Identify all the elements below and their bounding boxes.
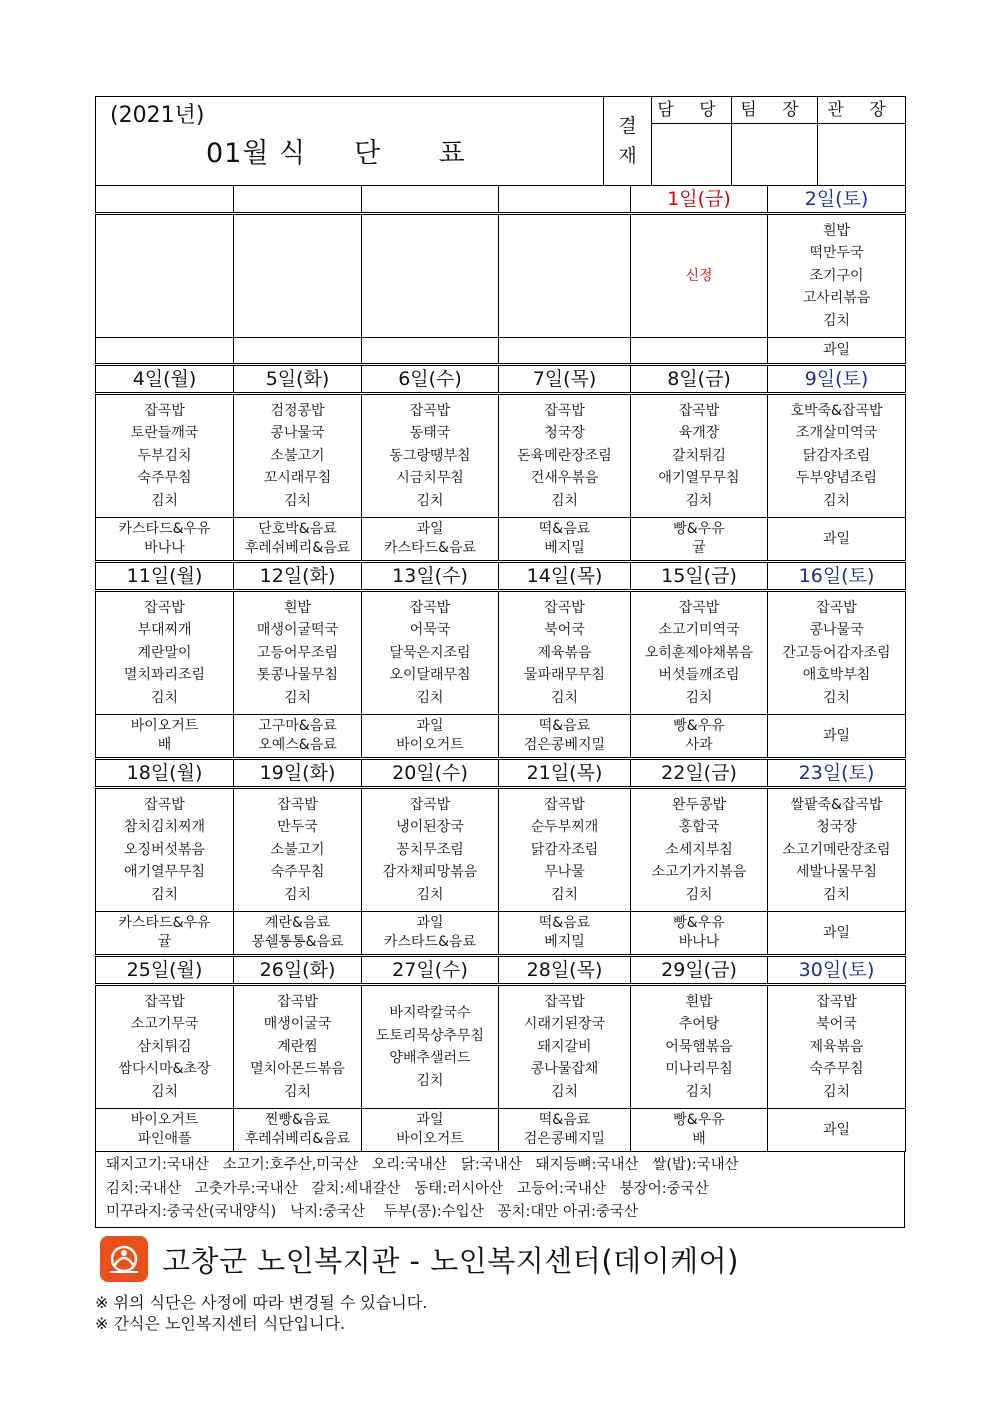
snack-item: 바나나 xyxy=(678,934,720,950)
day-label: 12일(화) xyxy=(234,562,362,591)
menu-item: 멸치꽈리조림 xyxy=(123,667,206,684)
snack-item: 빵&우유 xyxy=(673,915,725,931)
menu-item: 애호박부침 xyxy=(802,667,871,684)
menu-item: 잡곡밥 xyxy=(816,599,857,616)
menu-item: 잡곡밥 xyxy=(409,599,451,616)
meal-cell xyxy=(362,591,499,715)
snack-item: 바이오거트 xyxy=(396,737,464,753)
meal-cell xyxy=(234,214,362,338)
menu-item: 콩나물잡채 xyxy=(530,1061,599,1078)
sign-box-team-lead[interactable] xyxy=(732,124,818,186)
meal-cell xyxy=(362,214,499,338)
meal-cell xyxy=(768,214,906,338)
menu-item: 부대찌개 xyxy=(137,622,192,639)
menu-item: 소고기메란장조림 xyxy=(782,841,891,858)
menu-item: 김치 xyxy=(685,689,713,706)
snack-item: 과일 xyxy=(416,915,444,931)
menu-item: 갈치튀김 xyxy=(671,447,727,464)
note-line: ※ 간식은 노인복지센터 식단입니다. xyxy=(95,1314,346,1333)
menu-item: 참치김치찌개 xyxy=(123,819,206,836)
menu-item: 잡곡밥 xyxy=(144,402,185,419)
snack-cell xyxy=(768,338,906,365)
snack-cell xyxy=(499,518,631,562)
sign-header-manager: 담 당 xyxy=(652,97,732,124)
menu-item: 달묵은지조림 xyxy=(389,644,471,661)
menu-item: 김치 xyxy=(416,1072,444,1089)
menu-item: 잡곡밥 xyxy=(544,599,585,616)
day-label: 9일(토) xyxy=(768,365,906,394)
snack-cell xyxy=(631,518,768,562)
snack-item: 바나나 xyxy=(144,540,185,556)
day-label xyxy=(96,186,234,214)
menu-item: 동태국 xyxy=(409,425,451,442)
meal-cell xyxy=(234,788,362,912)
snack-cell xyxy=(768,715,906,759)
meal-cell xyxy=(499,985,631,1109)
day-label xyxy=(499,186,631,214)
day-label: 29일(금) xyxy=(631,956,768,985)
meal-cell xyxy=(631,788,768,912)
menu-item: 고사리볶음 xyxy=(802,290,871,307)
snack-item: 과일 xyxy=(822,1121,851,1138)
meal-cell xyxy=(96,214,234,338)
origin-line: 미꾸라지:중국산(국내양식) 낙지:중국산 두부(콩):수입산 꽁치:대만 아귀:중국산 xyxy=(106,1204,638,1220)
snack-item: 떡&음료 xyxy=(538,521,591,537)
origin-table xyxy=(95,1151,905,1228)
snack-row xyxy=(96,518,906,562)
day-row xyxy=(96,186,906,214)
menu-item: 김치 xyxy=(822,492,851,509)
day-label: 22일(금) xyxy=(631,759,768,788)
snack-item: 검은콩베지밀 xyxy=(523,737,606,753)
snack-item: 파인애플 xyxy=(137,1131,192,1147)
snack-item: 바이오거트 xyxy=(130,1112,199,1128)
snack-item: 과일 xyxy=(416,521,444,537)
snack-item: 몽쉘통통&음료 xyxy=(251,934,344,950)
snack-row xyxy=(96,912,906,956)
meal-row xyxy=(96,985,906,1109)
meal-row xyxy=(96,591,906,715)
menu-item: 계란말이 xyxy=(137,644,192,661)
notes xyxy=(95,1292,427,1334)
menu-item: 콩나물국 xyxy=(270,425,325,442)
snack-item: 빵&우유 xyxy=(673,718,725,734)
snack-item: 과일 xyxy=(822,727,851,744)
menu-item: 김치 xyxy=(685,492,713,509)
menu-item: 소불고기 xyxy=(270,841,325,858)
menu-item: 간고등어감자조림 xyxy=(782,644,891,661)
snack-cell xyxy=(96,715,234,759)
day-label: 8일(금) xyxy=(631,365,768,394)
menu-item: 시금치무침 xyxy=(396,470,464,487)
menu-item: 세발나물무침 xyxy=(795,864,878,881)
snack-item: 후레쉬베리&음료 xyxy=(244,540,351,556)
menu-item: 김치 xyxy=(822,689,851,706)
sign-box-director[interactable] xyxy=(818,124,906,186)
day-label: 16일(토) xyxy=(768,562,906,591)
meal-cell xyxy=(96,788,234,912)
day-label: 5일(화) xyxy=(234,365,362,394)
menu-item: 콩나물국 xyxy=(809,622,864,639)
welfare-logo-icon xyxy=(100,1236,148,1282)
menu-item: 어묵국 xyxy=(409,622,451,639)
menu-item: 잡곡밥 xyxy=(144,993,185,1010)
menu-item: 잡곡밥 xyxy=(144,599,185,616)
day-label: 15일(금) xyxy=(631,562,768,591)
menu-item: 고등어무조림 xyxy=(256,644,339,661)
snack-item: 베지밀 xyxy=(544,934,585,950)
menu-item: 건새우볶음 xyxy=(530,470,599,487)
day-label xyxy=(234,186,362,214)
day-label: 27일(수) xyxy=(362,956,499,985)
menu-item: 육개장 xyxy=(678,425,720,442)
snack-cell xyxy=(631,338,768,365)
meal-cell xyxy=(768,985,906,1109)
menu-item: 잡곡밥 xyxy=(544,796,585,813)
snack-item: 베지밀 xyxy=(544,540,585,556)
meal-cell xyxy=(362,394,499,518)
snack-cell xyxy=(234,912,362,956)
snack-item: 바이오거트 xyxy=(396,1131,464,1147)
meal-cell xyxy=(768,788,906,912)
snack-item: 과일 xyxy=(822,342,851,358)
meal-cell xyxy=(631,394,768,518)
snack-cell xyxy=(96,518,234,562)
snack-item: 카스타드&음료 xyxy=(383,540,477,556)
meal-cell xyxy=(499,394,631,518)
menu-item: 바지락칼국수 xyxy=(389,1005,471,1021)
menu-item: 잡곡밥 xyxy=(544,402,585,419)
snack-cell xyxy=(768,1109,906,1152)
snack-cell xyxy=(96,338,234,365)
menu-item: 김치 xyxy=(150,492,179,509)
day-label: 2일(토) xyxy=(768,186,906,214)
snack-cell xyxy=(96,1109,234,1152)
snack-cell xyxy=(499,1109,631,1152)
snack-item: 과일 xyxy=(416,1112,444,1128)
snack-item: 빵&우유 xyxy=(673,1112,725,1128)
day-label: 1일(금) xyxy=(631,186,768,214)
origin-line: 돼지고기:국내산 소고기:호주산,미국산 오리:국내산 닭:국내산 돼지등뼈:국내산 쌀(밥):국내산 xyxy=(106,1157,739,1173)
menu-item: 쌈다시마&초장 xyxy=(118,1061,211,1078)
day-label: 21일(목) xyxy=(499,759,631,788)
menu-item: 톳콩나물무침 xyxy=(256,667,339,684)
menu-item: 도토리묵상추무침 xyxy=(375,1027,485,1044)
menu-item: 흰밥 xyxy=(283,599,312,616)
snack-item: 오예스&음료 xyxy=(258,737,337,753)
menu-item: 계란찜 xyxy=(277,1038,318,1055)
day-label: 14일(목) xyxy=(499,562,631,591)
menu-item: 조기구이 xyxy=(809,267,864,284)
menu-item: 두부양념조림 xyxy=(795,470,878,487)
menu-item: 양배추샐러드 xyxy=(389,1050,471,1066)
menu-item: 잡곡밥 xyxy=(678,599,720,616)
menu-item: 김치 xyxy=(685,886,713,903)
day-row xyxy=(96,365,906,394)
snack-cell xyxy=(631,912,768,956)
menu-item: 만두국 xyxy=(277,819,318,836)
day-label: 11일(월) xyxy=(96,562,234,591)
menu-item: 두부김치 xyxy=(137,447,192,464)
menu-item: 소고기가지볶음 xyxy=(651,864,747,881)
snack-cell xyxy=(234,518,362,562)
snack-cell xyxy=(362,1109,499,1152)
menu-item: 김치 xyxy=(822,312,851,329)
menu-item: 동그랑땡부침 xyxy=(389,447,471,464)
menu-item: 미나리무침 xyxy=(665,1061,733,1078)
snack-item: 빵&우유 xyxy=(673,521,725,537)
menu-item: 김치 xyxy=(283,1083,312,1100)
menu-item: 감자채피망볶음 xyxy=(382,864,478,881)
menu-item: 돼지갈비 xyxy=(537,1038,592,1055)
menu-item: 북어국 xyxy=(816,1016,857,1033)
menu-item: 제육볶음 xyxy=(809,1038,864,1055)
header-table xyxy=(95,96,906,186)
snack-item: 카스타드&우유 xyxy=(118,915,211,931)
menu-item: 검정콩밥 xyxy=(270,402,325,419)
menu-item: 김치 xyxy=(150,1083,179,1100)
menu-item: 멸치아몬드볶음 xyxy=(250,1061,345,1078)
snack-item: 고구마&음료 xyxy=(258,718,337,734)
menu-item: 냉이된장국 xyxy=(396,819,464,836)
page-title: 01월 식 단 표 xyxy=(206,138,466,169)
day-label: 25일(월) xyxy=(96,956,234,985)
sign-box-manager[interactable] xyxy=(652,124,732,186)
snack-item: 배 xyxy=(157,737,172,753)
menu-item: 삼치튀김 xyxy=(137,1038,192,1055)
title-cell xyxy=(96,97,604,186)
menu-item: 오징버섯볶음 xyxy=(123,841,206,858)
menu-item: 김치 xyxy=(550,689,579,706)
menu-item: 잡곡밥 xyxy=(409,796,451,813)
snack-cell xyxy=(768,518,906,562)
snack-cell xyxy=(768,912,906,956)
origin-line: 김치:국내산 고춧가루:국내산 갈치:세내갈산 동태:러시아산 고등어:국내산 붕장어:중국산 xyxy=(106,1180,709,1197)
menu-item: 조개살미역국 xyxy=(795,425,878,442)
menu-item: 꽁치무조림 xyxy=(396,841,464,858)
menu-item: 소불고기 xyxy=(270,447,325,464)
snack-item: 떡&음료 xyxy=(538,915,591,931)
snack-item: 배 xyxy=(692,1131,706,1147)
menu-item: 김치 xyxy=(150,689,179,706)
snack-item: 떡&음료 xyxy=(538,1112,591,1128)
menu-item: 쌀팥죽&잡곡밥 xyxy=(790,796,883,813)
meal-row xyxy=(96,788,906,912)
note-line: ※ 위의 식단은 사정에 따라 변경될 수 있습니다. xyxy=(95,1293,428,1312)
menu-item: 추어탕 xyxy=(678,1016,720,1033)
menu-item: 숙주무침 xyxy=(809,1061,864,1078)
menu-item: 신정 xyxy=(685,267,713,284)
snack-cell xyxy=(499,338,631,365)
meal-cell xyxy=(499,591,631,715)
menu-item: 김치 xyxy=(550,492,579,509)
meal-cell xyxy=(234,985,362,1109)
menu-item: 잡곡밥 xyxy=(144,796,185,813)
day-label: 23일(토) xyxy=(768,759,906,788)
menu-item: 김치 xyxy=(550,1083,579,1100)
day-row xyxy=(96,956,906,985)
day-label: 26일(화) xyxy=(234,956,362,985)
snack-cell xyxy=(234,715,362,759)
snack-cell xyxy=(362,338,499,365)
menu-item: 오히훈제야채볶음 xyxy=(644,644,754,661)
menu-item: 청국장 xyxy=(544,425,585,442)
snack-item: 과일 xyxy=(416,718,444,734)
menu-item: 김치 xyxy=(150,886,179,903)
meal-cell xyxy=(96,985,234,1109)
meal-cell xyxy=(499,214,631,338)
menu-item: 꼬시래무침 xyxy=(263,470,332,487)
snack-item: 계란&음료 xyxy=(264,915,330,931)
menu-item: 김치 xyxy=(416,492,444,509)
menu-item: 어묵햄볶음 xyxy=(665,1038,733,1055)
meal-cell xyxy=(499,788,631,912)
snack-cell xyxy=(631,715,768,759)
day-label: 30일(토) xyxy=(768,956,906,985)
day-label: 18일(월) xyxy=(96,759,234,788)
snack-item: 귤 xyxy=(692,540,706,556)
menu-item: 잡곡밥 xyxy=(678,402,720,419)
day-label: 13일(수) xyxy=(362,562,499,591)
menu-item: 김치 xyxy=(416,886,444,903)
menu-item: 순두부찌개 xyxy=(530,819,599,836)
meal-cell xyxy=(768,394,906,518)
day-row xyxy=(96,562,906,591)
menu-item: 북어국 xyxy=(544,622,585,639)
snack-row xyxy=(96,1109,906,1152)
menu-item: 홍합국 xyxy=(678,819,720,836)
menu-item: 제육볶음 xyxy=(537,644,592,661)
snack-cell xyxy=(362,912,499,956)
menu-item: 숙주무침 xyxy=(270,864,325,881)
menu-item: 청국장 xyxy=(816,819,857,836)
menu-item: 시래기된장국 xyxy=(523,1016,606,1033)
snack-item: 과일 xyxy=(822,924,851,941)
snack-row xyxy=(96,338,906,365)
meal-cell xyxy=(362,788,499,912)
menu-item: 매생이굴떡국 xyxy=(256,622,339,639)
meal-row xyxy=(96,214,906,338)
menu-item: 숙주무침 xyxy=(137,470,192,487)
menu-item: 돈육메란장조림 xyxy=(517,447,612,464)
menu-item: 무나물 xyxy=(544,864,585,881)
origin-info xyxy=(96,1152,905,1228)
day-label: 28일(목) xyxy=(499,956,631,985)
meal-cell xyxy=(96,394,234,518)
year-label: (2021년) xyxy=(110,103,205,128)
menu-sheet xyxy=(95,96,905,1228)
menu-item: 떡만두국 xyxy=(809,245,864,262)
menu-item: 닭감자조림 xyxy=(802,447,871,464)
day-row xyxy=(96,759,906,788)
menu-item: 닭감자조림 xyxy=(530,841,599,858)
menu-item: 애기열무무침 xyxy=(658,470,740,487)
menu-item: 오이달래무침 xyxy=(389,667,471,684)
meal-cell xyxy=(631,591,768,715)
snack-cell xyxy=(362,518,499,562)
snack-cell xyxy=(362,715,499,759)
menu-item: 호박죽&잡곡밥 xyxy=(790,402,883,419)
snack-cell xyxy=(234,1109,362,1152)
snack-row xyxy=(96,715,906,759)
meal-cell xyxy=(768,591,906,715)
menu-item: 소고기무국 xyxy=(130,1016,199,1033)
meal-cell xyxy=(631,214,768,338)
snack-item: 검은콩베지밀 xyxy=(523,1131,606,1147)
menu-item: 잡곡밥 xyxy=(277,796,318,813)
menu-item: 완두콩밥 xyxy=(671,796,727,813)
sign-header-director: 관 장 xyxy=(818,97,906,124)
snack-item: 떡&음료 xyxy=(538,718,591,734)
day-label: 6일(수) xyxy=(362,365,499,394)
menu-item: 김치 xyxy=(822,1083,851,1100)
day-label: 7일(목) xyxy=(499,365,631,394)
snack-cell xyxy=(234,338,362,365)
menu-item: 소고기미역국 xyxy=(658,622,740,639)
snack-item: 바이오거트 xyxy=(130,718,199,734)
meal-cell xyxy=(362,985,499,1109)
menu-item: 김치 xyxy=(416,689,444,706)
meal-cell xyxy=(96,591,234,715)
menu-grid xyxy=(95,185,906,1152)
day-label: 4일(월) xyxy=(96,365,234,394)
snack-item: 후레쉬베리&음료 xyxy=(244,1131,351,1147)
menu-item: 잡곡밥 xyxy=(277,993,318,1010)
menu-item: 김치 xyxy=(283,492,312,509)
menu-item: 버섯들깨조림 xyxy=(658,667,740,684)
snack-cell xyxy=(499,715,631,759)
snack-cell xyxy=(96,912,234,956)
day-label xyxy=(362,186,499,214)
menu-item: 잡곡밥 xyxy=(409,402,451,419)
meal-cell xyxy=(234,591,362,715)
snack-item: 카스타드&음료 xyxy=(383,934,477,950)
day-label: 20일(수) xyxy=(362,759,499,788)
menu-item: 소세지부침 xyxy=(665,841,733,858)
menu-item: 김치 xyxy=(550,886,579,903)
menu-item: 물파래무무침 xyxy=(523,667,606,684)
menu-item: 김치 xyxy=(283,689,312,706)
menu-item: 매생이굴국 xyxy=(263,1016,332,1033)
brand-name: 고창군 노인복지관 - 노인복지센터(데이케어) xyxy=(162,1243,739,1278)
menu-item: 흰밥 xyxy=(685,993,713,1010)
sign-header-team-lead: 팀 장 xyxy=(732,97,818,124)
snack-cell xyxy=(499,912,631,956)
brand xyxy=(100,1236,739,1282)
menu-item: 김치 xyxy=(822,886,851,903)
snack-item: 과일 xyxy=(822,530,851,547)
menu-item: 토란들깨국 xyxy=(130,425,199,442)
snack-item: 카스타드&우유 xyxy=(118,521,211,537)
snack-cell xyxy=(631,1109,768,1152)
menu-item: 김치 xyxy=(283,886,312,903)
menu-item: 김치 xyxy=(685,1083,713,1100)
meal-cell xyxy=(234,394,362,518)
approval-label: 결 재 xyxy=(604,97,652,186)
snack-item: 귤 xyxy=(157,934,172,950)
menu-item: 애기열무무침 xyxy=(123,864,206,881)
meal-cell xyxy=(631,985,768,1109)
snack-item: 단호박&음료 xyxy=(258,521,337,537)
day-label: 19일(화) xyxy=(234,759,362,788)
snack-item: 사과 xyxy=(685,737,713,753)
menu-item: 잡곡밥 xyxy=(544,993,585,1010)
menu-item: 잡곡밥 xyxy=(816,993,857,1010)
snack-item: 찐빵&음료 xyxy=(264,1112,330,1128)
menu-item: 흰밥 xyxy=(822,222,851,239)
meal-row xyxy=(96,394,906,518)
